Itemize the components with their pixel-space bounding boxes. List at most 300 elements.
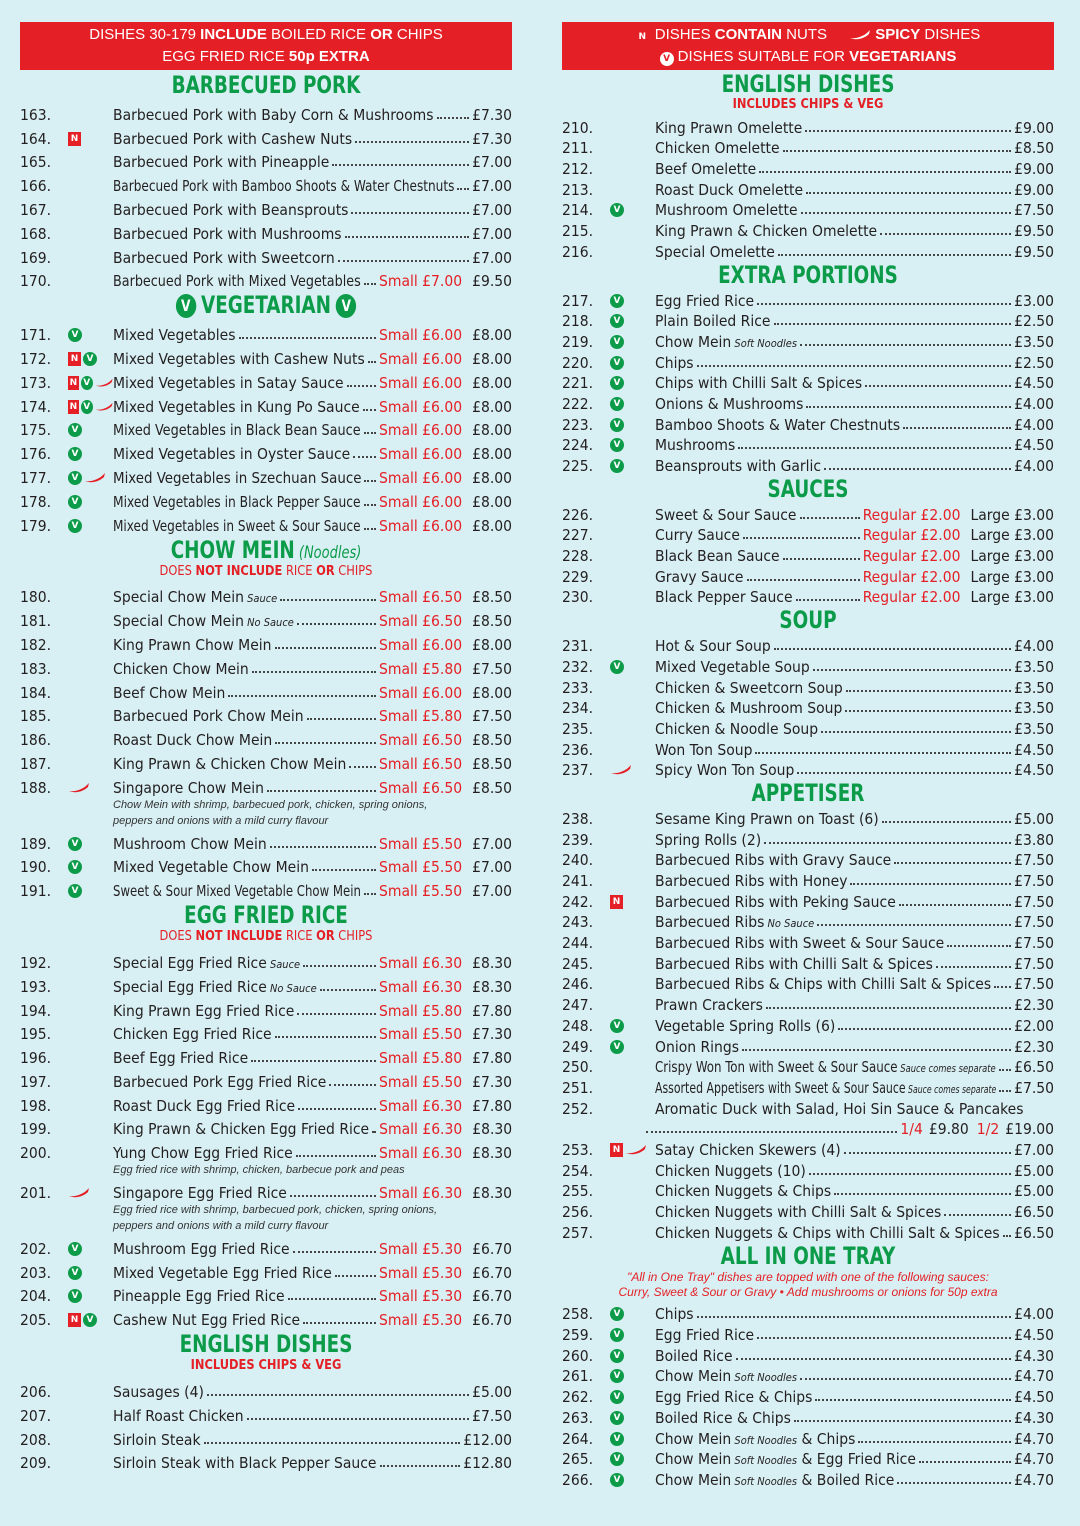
item-marks (610, 354, 655, 372)
item-name-text: Chow Mein (655, 1367, 732, 1386)
item-number: 249. (562, 1037, 594, 1056)
nuts-badge-icon: N (68, 132, 81, 146)
vegetarian-badge-icon: V (610, 314, 624, 328)
item-marks (68, 469, 113, 487)
vegetarian-badge-icon: V (68, 1289, 82, 1303)
dot-leader (783, 150, 1011, 152)
item-name-text: Mixed Vegetables in Sweet & Sour Sauce (113, 516, 361, 535)
item-number: 258. (562, 1305, 594, 1324)
item-small-price: Small £6.00 (379, 445, 463, 464)
item-name (113, 707, 304, 725)
item-name (113, 954, 300, 972)
item-number: 220. (562, 353, 594, 372)
item-price: £4.50 (1014, 436, 1054, 455)
item-number: 247. (562, 996, 594, 1015)
item-name-text: Spring Rolls (2) (655, 830, 762, 849)
item-number: 266. (562, 1470, 594, 1489)
chilli-spicy-icon (68, 782, 90, 794)
item-name (113, 1454, 377, 1472)
dot-leader (437, 117, 470, 119)
item-name (113, 445, 350, 463)
section-note-part: CHIPS (334, 563, 373, 579)
section-title (57, 900, 475, 930)
item-name (113, 1049, 248, 1067)
item-name-text: Barbecued Pork with Mushrooms (113, 224, 342, 243)
section-note (592, 98, 1025, 112)
item-name (655, 1100, 1024, 1118)
item-name-text: Boiled Rice & Chips (655, 1408, 791, 1427)
dot-leader (846, 690, 1011, 692)
section-title (599, 606, 1017, 634)
item-name-text: Onion Rings (655, 1037, 740, 1056)
legend-banner: N DISHES CONTAIN NUTS SPICY DISHES V DISHES SUITABLE FOR VEGETARIANS (562, 22, 1054, 70)
item-name-text: Barbecued Ribs with Chilli Salt & Spices (655, 954, 933, 973)
menu-item-row (562, 157, 1054, 178)
dot-leader (353, 456, 376, 458)
item-marks (68, 1025, 113, 1043)
menu-item-row (562, 1097, 1054, 1118)
item-number: 192. (20, 953, 52, 972)
item-number: 206. (20, 1383, 52, 1402)
item-price: £4.00 (1014, 637, 1054, 656)
item-name-text: Chips (655, 353, 694, 372)
item-name-text: Chicken Nuggets with Chilli Salt & Spices (655, 1203, 942, 1221)
dot-leader (280, 599, 376, 601)
item-number: 190. (20, 858, 52, 877)
item-name-text: Curry Sauce (655, 526, 740, 545)
item-name-text: Satay Chicken Skewers (4) (655, 1140, 841, 1159)
item-marks (68, 225, 113, 243)
item-price: Large £3.00 (970, 505, 1054, 524)
item-marks (68, 1264, 113, 1282)
item-name (113, 225, 342, 243)
item-number: 233. (562, 678, 594, 697)
section-title (57, 70, 475, 100)
item-name-text: Prawn Crackers (655, 996, 763, 1015)
item-price: £8.30 (472, 1184, 512, 1203)
dot-leader (275, 647, 377, 649)
section-note-part: OR (316, 929, 335, 945)
vegetarian-badge-icon: V (83, 352, 97, 366)
menu-item-row (562, 807, 1054, 828)
dot-leader (363, 409, 376, 411)
item-name-text: Mixed Vegetables in Black Bean Sauce (113, 421, 361, 440)
item-name (113, 517, 361, 535)
dot-leader (364, 504, 376, 506)
item-price: £4.70 (1014, 1367, 1054, 1386)
item-name (655, 333, 797, 351)
item-price: £9.00 (1014, 118, 1054, 137)
item-name-text: Beef Omelette (655, 160, 757, 179)
item-name-text: Chips (655, 1305, 694, 1324)
menu-item-row (562, 1365, 1054, 1386)
item-name (655, 1224, 1000, 1242)
item-name-text: Singapore Chow Mein (113, 778, 265, 797)
item-name-text: Chow Mein (655, 1450, 732, 1469)
item-price: £4.00 (1014, 457, 1054, 475)
item-price: £8.50 (472, 588, 512, 607)
dot-leader (252, 671, 376, 673)
item-marks (610, 1409, 655, 1427)
item-number: 207. (20, 1406, 52, 1425)
dot-leader (247, 1418, 470, 1420)
item-marks (68, 374, 113, 392)
item-small-price: Small £5.50 (379, 1025, 463, 1044)
dot-leader (368, 361, 376, 363)
item-price: Large £3.00 (970, 588, 1054, 607)
item-number: 164. (20, 129, 52, 148)
item-name (113, 1407, 244, 1425)
item-name (655, 119, 802, 137)
item-name-text: Barbecued Pork with Sweetcorn (113, 248, 335, 267)
dot-leader (999, 1090, 1011, 1092)
vegetarian-badge-icon: V (610, 1307, 624, 1321)
dot-leader (288, 1298, 376, 1300)
section-title (599, 1242, 1017, 1270)
item-number: 246. (562, 975, 594, 994)
menu-item-row (20, 996, 512, 1020)
dot-leader (204, 1442, 461, 1444)
item-name-text: Mixed Vegetables (113, 326, 236, 345)
item-price: £6.70 (472, 1311, 512, 1330)
item-marks (68, 1002, 113, 1020)
item-number: 261. (562, 1367, 594, 1386)
item-price: £3.80 (1014, 830, 1054, 849)
item-name (655, 354, 694, 372)
dot-leader (1003, 1235, 1011, 1237)
item-marks (68, 1184, 113, 1202)
item-small-price: Small £6.30 (379, 953, 463, 972)
item-small-price: Small £5.30 (379, 1287, 463, 1306)
section-title-text: ENGLISH DISHES (179, 1330, 353, 1359)
item-price: £8.00 (472, 445, 512, 464)
vegetarian-badge-icon: V (68, 837, 82, 851)
dot-leader (297, 623, 376, 625)
item-small-price: Small £6.00 (379, 421, 463, 440)
item-marks (68, 1073, 113, 1091)
item-name-text: Sweet & Sour Mixed Vegetable Chow Mein (113, 882, 361, 901)
item-name (655, 1182, 831, 1200)
item-number: 183. (20, 659, 52, 678)
item-name (655, 955, 933, 973)
dot-leader (757, 1337, 1011, 1339)
item-name (655, 181, 803, 199)
item-name (113, 493, 361, 511)
item-name-text: Singapore Egg Fried Rice (113, 1184, 287, 1203)
item-marks (610, 181, 655, 199)
item-name (655, 436, 735, 454)
item-small-price: Small £5.50 (379, 882, 463, 901)
item-name (655, 1347, 733, 1365)
item-number: 225. (562, 457, 594, 475)
item-name-text: Barbecued Pork with Bamboo Shoots & Water Chestnuts (113, 177, 455, 196)
item-name (113, 684, 225, 702)
item-name (655, 1409, 791, 1427)
item-price: £8.00 (472, 492, 512, 511)
item-number: 210. (562, 118, 594, 137)
section-italic-text: Curry, Sweet & Sour or Gravy • Add mushrooms or onions for 50p extra (618, 1284, 998, 1299)
dot-leader (349, 766, 376, 768)
menu-item-row (562, 1344, 1054, 1365)
dot-leader (743, 537, 860, 539)
item-name-text: Roast Duck Omelette (655, 180, 804, 199)
section-italic-text: "All in One Tray" dishes are topped with one of the following sauces: (627, 1269, 989, 1284)
dot-leader (697, 1316, 1012, 1318)
item-marks (610, 1182, 655, 1200)
vegetarian-badge-icon: V (610, 1040, 624, 1054)
dot-leader (270, 846, 376, 848)
item-price: £8.50 (472, 754, 512, 773)
item-price: Large £3.00 (970, 567, 1054, 586)
item-marks (610, 333, 655, 351)
item-name (655, 457, 821, 475)
item-small-price: Small £6.00 (379, 349, 463, 368)
section-title-suffix: (Noodles) (294, 542, 362, 563)
item-name-text: Special Omelette (655, 242, 775, 261)
item-small-price: Small £5.50 (379, 834, 463, 853)
item-name (113, 660, 249, 678)
menu-item-row (20, 368, 512, 392)
item-small-price: Small £6.00 (379, 635, 463, 654)
item-name-suffix: Sauce (243, 592, 278, 606)
item-price: £4.50 (1014, 1388, 1054, 1407)
menu-item-row (20, 606, 512, 630)
item-price: £3.50 (1014, 678, 1054, 697)
section-note-part: CHIPS (334, 929, 373, 945)
item-name (655, 975, 991, 993)
right-menu-sections (562, 70, 1054, 1489)
item-name (655, 810, 879, 828)
item-name-text: Chicken Egg Fried Rice (113, 1025, 272, 1044)
item-price: £7.30 (472, 1025, 512, 1044)
section-note (50, 930, 483, 944)
item-number: 163. (20, 105, 52, 124)
item-price: £6.70 (472, 1287, 512, 1306)
item-number: 256. (562, 1203, 594, 1221)
dot-leader (899, 904, 1011, 906)
item-marks (610, 1224, 655, 1242)
item-name (113, 755, 346, 773)
menu-item-row (562, 137, 1054, 158)
item-marks (610, 1141, 655, 1159)
chilli-spicy-icon (95, 377, 113, 389)
item-name-text: Special Chow Mein (113, 588, 244, 607)
item-price: £4.00 (1014, 415, 1054, 434)
item-marks (68, 858, 113, 876)
dot-leader (347, 385, 376, 387)
item-marks (68, 882, 113, 900)
item-name (655, 658, 810, 676)
item-name-text: Mixed Vegetables with Cashew Nuts (113, 349, 365, 368)
menu-item-row (562, 1221, 1054, 1242)
item-name-text-2: & Chips (797, 1429, 856, 1448)
menu-item-row (562, 676, 1054, 697)
menu-item-row (20, 749, 512, 773)
menu-item-row (20, 1258, 512, 1282)
item-description-text: peppers and onions with a mild curry flavour (113, 814, 329, 827)
item-name-text: Mixed Vegetables in Oyster Sauce (113, 445, 351, 464)
item-number: 264. (562, 1429, 594, 1448)
item-marks (610, 568, 655, 586)
item-name-text: Egg Fried Rice (655, 291, 755, 310)
item-number: 214. (562, 201, 594, 220)
item-name (655, 1471, 894, 1489)
item-number: 232. (562, 657, 594, 676)
dot-leader (800, 344, 1011, 346)
dot-leader (338, 260, 469, 262)
vegetarian-badge-icon: V (610, 203, 624, 217)
item-name-text: Cashew Nut Egg Fried Rice (113, 1311, 301, 1330)
vegetarian-badge-icon: V (610, 1452, 624, 1466)
vegetarian-badge-icon: V (610, 1019, 624, 1033)
item-name-text: Chicken Chow Mein (113, 659, 249, 678)
menu-item-row (20, 1020, 512, 1044)
item-name-text: King Prawn & Chicken Chow Mein (113, 754, 347, 773)
item-number: 263. (562, 1408, 594, 1427)
menu-item-row (20, 195, 512, 219)
menu-item-row (562, 565, 1054, 586)
item-name (655, 1038, 739, 1056)
nuts-badge-icon: N (68, 1313, 81, 1327)
item-name-text: Sesame King Prawn on Toast (6) (655, 809, 879, 828)
vegetarian-badge-icon: V (610, 397, 624, 411)
half-price: £19.00 (1005, 1120, 1054, 1139)
item-small-price: Small £6.30 (379, 1184, 463, 1203)
item-marks (68, 130, 113, 148)
item-name (113, 1025, 272, 1043)
item-small-price: Small £5.50 (379, 1072, 463, 1091)
item-price: £3.00 (1014, 291, 1054, 310)
item-number: 199. (20, 1120, 52, 1139)
item-number: 227. (562, 526, 594, 545)
item-name-text: Assorted Appetisers with Sweet & Sour Sauce (655, 1078, 906, 1097)
item-name-text: Gravy Sauce (655, 567, 744, 586)
item-price: £7.50 (1014, 892, 1054, 911)
item-name-text: Barbecued Pork Egg Fried Rice (113, 1072, 327, 1091)
item-name-text: Won Ton Soup (655, 740, 753, 759)
chilli-spicy-icon (610, 764, 632, 776)
dot-leader (296, 1155, 376, 1157)
chilli-spicy-icon (849, 29, 871, 41)
dot-leader (355, 141, 469, 143)
item-name (113, 272, 361, 290)
item-marks (610, 1017, 655, 1035)
item-name (113, 201, 348, 219)
item-number: 209. (20, 1454, 52, 1473)
item-price: £7.00 (472, 858, 512, 877)
menu-item-row (562, 392, 1054, 413)
dot-leader (824, 468, 1011, 470)
item-name (113, 1144, 293, 1162)
item-price: £4.00 (1014, 394, 1054, 413)
item-name-text: Half Roast Chicken (113, 1406, 244, 1425)
item-price: £7.50 (1014, 201, 1054, 220)
item-small-price: Regular £2.00 (862, 505, 961, 524)
item-number: 221. (562, 374, 594, 393)
item-description (20, 813, 512, 829)
item-number: 254. (562, 1161, 594, 1180)
item-number: 215. (562, 222, 594, 241)
item-name-text: Hot & Sour Soup (655, 637, 771, 656)
item-name (655, 1430, 855, 1448)
item-number: 187. (20, 754, 52, 773)
item-marks (610, 831, 655, 849)
item-price: £7.30 (472, 129, 512, 148)
item-number: 228. (562, 547, 594, 566)
item-small-price: Small £5.30 (379, 1263, 463, 1282)
section-title-text: ENGLISH DISHES (721, 70, 895, 98)
item-marks (68, 779, 113, 797)
menu-item-row (562, 759, 1054, 780)
item-name (655, 720, 818, 738)
item-small-price: Small £6.00 (379, 468, 463, 487)
item-name (655, 679, 843, 697)
item-name-text: King Prawn Chow Mein (113, 635, 272, 654)
item-number: 240. (562, 851, 594, 870)
item-name-suffix: Soft Noodles (731, 1474, 798, 1488)
item-marks (68, 1311, 113, 1329)
item-marks (68, 978, 113, 996)
menu-item-row (20, 243, 512, 267)
item-name (113, 1431, 201, 1449)
item-name (655, 201, 798, 219)
section-note-part: NOT INCLUDE (195, 563, 283, 579)
menu-item-row (20, 416, 512, 440)
vegetarian-badge-icon: V (610, 1390, 624, 1404)
item-number: 211. (562, 139, 594, 158)
chilli-spicy-icon (625, 1144, 647, 1156)
item-number: 204. (20, 1287, 52, 1306)
item-name-suffix: Sauce comes separate (905, 1082, 997, 1096)
menu-item-row (20, 267, 512, 291)
item-number: 244. (562, 934, 594, 953)
menu-item-row (562, 655, 1054, 676)
dot-leader (794, 1420, 1011, 1422)
item-price: £7.00 (472, 153, 512, 172)
menu-item-row (562, 973, 1054, 994)
item-name-suffix: Sauce comes separate (897, 1062, 996, 1076)
item-marks (610, 720, 655, 738)
item-number: 175. (20, 421, 52, 440)
item-name (113, 350, 365, 368)
section-title-text: SOUP (779, 606, 837, 635)
item-number: 198. (20, 1096, 52, 1115)
menu-item-row (562, 911, 1054, 932)
vegetarian-badge-icon: V (175, 294, 195, 318)
menu-item-row (20, 320, 512, 344)
dot-leader (817, 924, 1011, 926)
vegetarian-badge-icon: V (68, 1266, 82, 1280)
vegetarian-badge-icon: V (610, 1432, 624, 1446)
item-number: 203. (20, 1263, 52, 1282)
item-name-text: Chicken Nuggets & Chips with Chilli Salt & Spices (655, 1223, 1000, 1242)
menu-item-row (562, 199, 1054, 220)
vegetarian-badge-icon: V (68, 1242, 82, 1256)
item-name (655, 1141, 841, 1159)
item-number: 251. (562, 1078, 594, 1097)
item-name-text: Aromatic Duck with Salad, Hoi Sin Sauce & Pancakes (655, 1099, 1024, 1118)
item-marks (68, 660, 113, 678)
section-title-text: CHOW MEIN (170, 535, 295, 564)
item-name (655, 741, 752, 759)
item-name-text: Barbecued Ribs with Gravy Sauce (655, 851, 892, 870)
item-name (113, 1184, 287, 1202)
item-number: 201. (20, 1184, 52, 1203)
item-price: £5.00 (1014, 1161, 1054, 1180)
item-marks (610, 1347, 655, 1365)
item-price: £8.50 (1014, 139, 1054, 158)
item-name-text: Barbecued Pork with Beansprouts (113, 200, 349, 219)
